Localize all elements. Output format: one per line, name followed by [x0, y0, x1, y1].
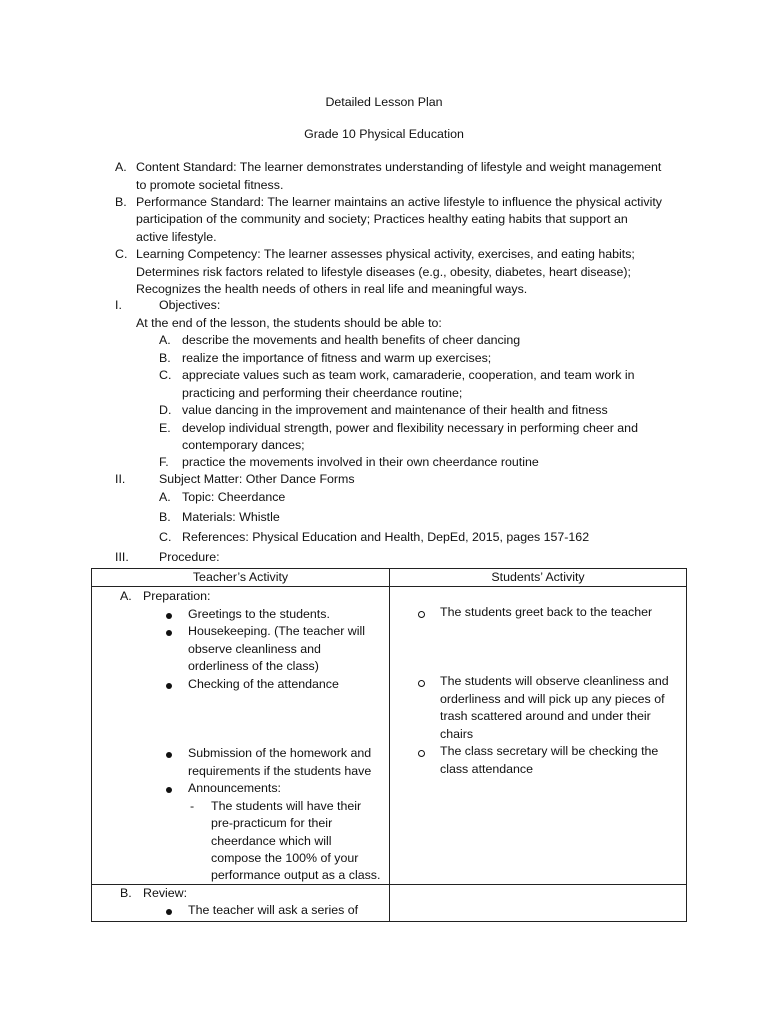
circle-bullet-icon [418, 750, 425, 757]
step-marker: A. [120, 589, 132, 603]
teacher-activity-line: Greetings to the students. [188, 607, 330, 621]
student-activity-line: The class secretary will be checking the [440, 744, 659, 758]
circle-bullet-icon [418, 611, 425, 618]
objective-line: develop individual strength, power and flexibility necessary in performing cheer and [182, 420, 638, 435]
dash-marker: - [190, 798, 195, 813]
objective-line: contemporary dances; [182, 438, 305, 452]
standard-line: participation of the community and society; Practices healthy eating habits that support an [136, 212, 628, 226]
step-marker: B. [120, 886, 132, 900]
objective-marker: A. [159, 333, 171, 347]
procedure-table [91, 568, 687, 922]
review-students-cell [390, 885, 687, 922]
student-activity-line: trash scattered around and under their [440, 709, 651, 723]
teacher-activity-line: requirements if the students have [188, 763, 372, 778]
section-marker: I. [115, 298, 122, 312]
standard-line: Recognizes the health needs of others in real life and meaningful ways. [136, 282, 528, 296]
bullet-icon [166, 683, 172, 689]
subject-item-marker: A. [159, 490, 171, 504]
student-activity-line: class attendance [440, 761, 533, 776]
procedure-heading: Procedure: [159, 550, 220, 564]
section-marker: III. [115, 550, 129, 564]
bullet-icon [166, 630, 172, 636]
subject-item-marker: C. [159, 530, 172, 544]
students-activity-header: Students’ Activity [390, 569, 687, 587]
standard-line: to promote societal fitness. [136, 177, 284, 192]
student-activity-line: orderliness and will pick up any pieces of [440, 691, 665, 706]
subject-item: References: Physical Education and Health, DepEd, 2015, pages 157-162 [182, 530, 590, 544]
subject-item: Topic: Cheerdance [182, 490, 286, 504]
announcement-line: The students will have their [211, 798, 362, 813]
objectives-intro: At the end of the lesson, the students should be able to: [136, 316, 442, 330]
section-marker: II. [115, 472, 126, 486]
teacher-activity-line: The teacher will ask a series of [188, 903, 359, 917]
objective-marker: E. [159, 420, 171, 435]
subject-heading: Subject Matter: Other Dance Forms [159, 472, 355, 486]
standard-line: Determines risk factors related to lifestyle diseases (e.g., obesity, diabetes, heart disease); [136, 264, 631, 279]
teacher-activity-header: Teacher’s Activity [92, 569, 390, 587]
teacher-activity-line: Announcements: [188, 781, 281, 795]
objective-line: appreciate values such as team work, camaraderie, cooperation, and team work in [182, 368, 635, 382]
table-header-row [92, 569, 687, 587]
objective-marker: D. [159, 403, 172, 417]
teacher-activity-line: Housekeeping. (The teacher will [188, 624, 366, 638]
standard-marker: B. [115, 194, 127, 209]
announcement-line: performance output as a class. [211, 868, 381, 882]
announcement-line: cheerdance which will [211, 833, 332, 848]
objective-line: describe the movements and health benefits of cheer dancing [182, 333, 521, 347]
document-title: Detailed Lesson Plan [325, 95, 443, 109]
objective-marker: B. [159, 351, 171, 365]
standard-line: Content Standard: The learner demonstrates understanding of lifestyle and weight management [136, 160, 662, 174]
objective-line: realize the importance of fitness and warm up exercises; [182, 351, 492, 365]
teacher-activity-line: observe cleanliness and [188, 641, 321, 656]
preparation-teacher-cell [92, 587, 390, 885]
step-heading: Review: [143, 886, 188, 900]
standard-marker: C. [115, 247, 128, 261]
subject-item: Materials: Whistle [182, 510, 280, 524]
objective-marker: F. [159, 455, 169, 469]
student-activity-line: chairs [440, 726, 474, 741]
standard-line: Performance Standard: The learner maintains an active lifestyle to influence the physical activity [136, 194, 662, 209]
objective-line: practice the movements involved in their own cheerdance routine [182, 455, 539, 469]
standard-marker: A. [115, 160, 127, 174]
standard-line: active lifestyle. [136, 229, 217, 244]
student-activity-line: The students greet back to the teacher [440, 605, 653, 619]
bullet-icon [166, 613, 172, 619]
announcement-line: compose the 100% of your [211, 851, 359, 865]
table-row [92, 885, 687, 922]
objective-line: practicing and performing their cheerdance routine; [182, 385, 463, 400]
bullet-icon [166, 752, 172, 758]
objectives-heading: Objectives: [159, 298, 221, 312]
announcement-line: pre-practicum for their [211, 816, 333, 830]
teacher-activity-line: Checking of the attendance [188, 677, 339, 691]
review-teacher-cell [92, 885, 390, 922]
preparation-students-cell [390, 587, 687, 885]
teacher-activity-line: orderliness of the class) [188, 659, 319, 673]
circle-bullet-icon [418, 680, 425, 687]
bullet-icon [166, 909, 172, 915]
table-row [92, 587, 687, 885]
bullet-icon [166, 787, 172, 793]
objective-line: value dancing in the improvement and maintenance of their health and fitness [182, 403, 608, 417]
standard-line: Learning Competency: The learner assesses physical activity, exercises, and eating habits; [136, 247, 635, 261]
subject-item-marker: B. [159, 510, 171, 524]
document-subtitle: Grade 10 Physical Education [304, 127, 464, 141]
step-heading: Preparation: [143, 589, 211, 603]
objective-marker: C. [159, 368, 172, 382]
teacher-activity-line: Submission of the homework and [188, 746, 372, 760]
student-activity-line: The students will observe cleanliness and [440, 674, 669, 688]
